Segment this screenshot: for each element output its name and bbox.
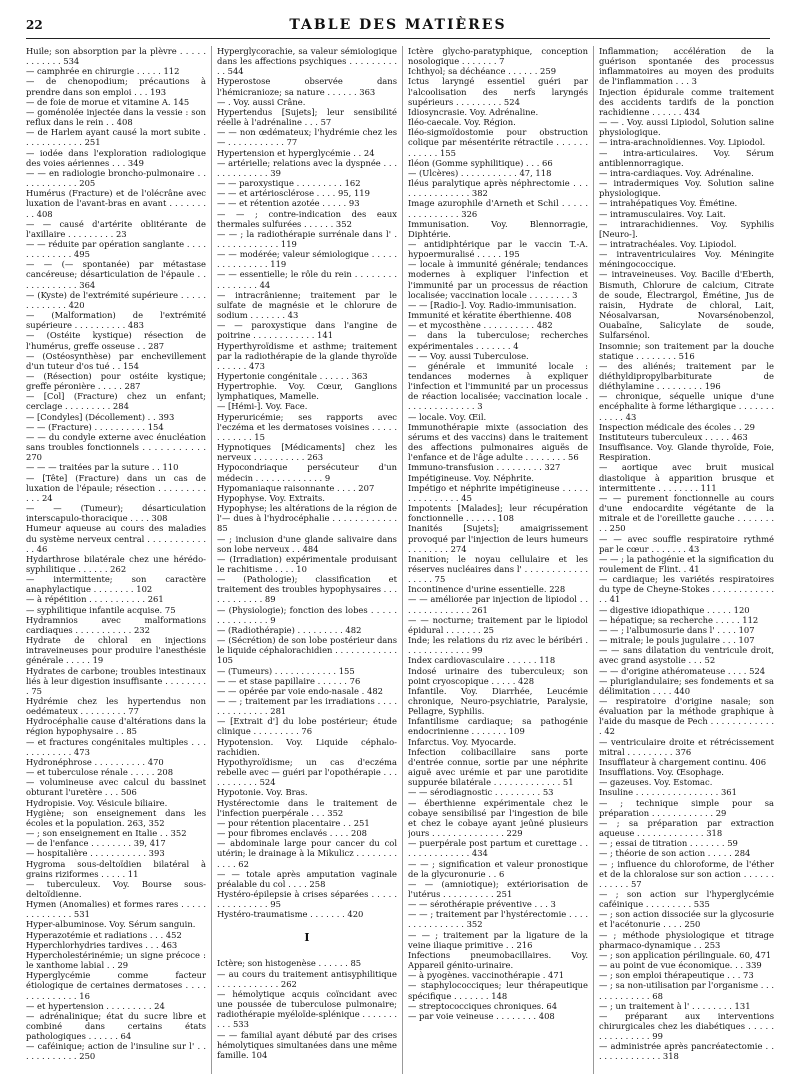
- index-entry: Hystérectomie dans le traitement de l'infection puerpérale . . . 352: [217, 797, 397, 818]
- index-entry: — [Col] (Fracture) chez un enfant; cerclage . . . . . . . . . 284: [26, 391, 206, 412]
- index-entry: — aortique avec bruit musical diastolique à apparition brusque et intermittente . . . . . . . . 111: [599, 462, 774, 493]
- index-entry: — préparant aux interventions chirurgicales chez les diabétiques . . . . . . . . . . . . . . . 99: [599, 1010, 774, 1042]
- index-entry: — intraveineuses. Voy. Bacille d'Eberth, Bismuth, Chlorure de calcium, Citrate de soude, Électrargol, Émétine, Jus de raisin, Hydrate de chloral, Lait, Néosalvarsan, Novarsénobenzol, Ouabaïne, Salicylate de soude, Sulfarsénol.: [599, 269, 774, 341]
- index-entry: — — essentielle; le rôle du rein . . . . . . . . . . . . . . . . 44: [217, 269, 397, 290]
- index-entry: Infarctus. Voy. Myocarde.: [408, 736, 517, 747]
- index-entry: — de foie de morue et vitamine A. 145: [26, 96, 190, 107]
- index-entry: — — non œdémateux; l'hydrémie chez les — . . . . . . . . . . . 77: [217, 127, 397, 148]
- index-entry: — intra-arachnoïdiennes. Voy. Lipiodol.: [599, 137, 766, 148]
- index-entry: Ictère glycho-paratyphique, conception nosologique . . . . . . . 7: [408, 46, 588, 67]
- index-column-3: [408, 46, 588, 1074]
- index-entry: Instituteurs tuberculeux . . . . . 463: [599, 431, 748, 442]
- index-entry: Ichthyol; sa déchéance . . . . . . 259: [408, 66, 557, 77]
- page-number: 22: [26, 18, 43, 32]
- index-entry: — respiratoire d'origine nasale; son évaluation par la méthode graphique à l'aide du masque de Pech . . . . . . . . . . . . . 42: [599, 696, 774, 737]
- index-entry: Hypophyse; les altérations de la région de l'— dues à l'hydrocéphalie . . . . . . . . . . . . 85: [217, 503, 397, 534]
- index-entry: — intratrachéales. Voy. Lipiodol.: [599, 238, 737, 249]
- index-entry: — — ; traitement par la ligature de la veine iliaque primitive . . 216: [408, 929, 588, 950]
- index-entry: Indosé urinaire des tuberculeux; son point cryoscopique . . . . . 428: [408, 665, 588, 686]
- index-entry: — de Harlem ayant causé la mort subite . . . . . . . . . . . . 251: [26, 127, 206, 148]
- index-entry: — — modérée; valeur sémiologique . . . . . . . . . . . . . . . 119: [217, 249, 397, 270]
- column-divider: [211, 46, 212, 1074]
- index-entry: — — améliorée par injection de lipiodol . . . . . . . . . . . . . . 261: [408, 594, 588, 615]
- index-entry: — — . Voy. aussi Lipiodol, Solution saline physiologique.: [599, 117, 774, 138]
- index-entry: — ; influence du chloroforme, de l'éther et de la chloralose sur son action . . . . . . . . . . . . 57: [599, 858, 774, 889]
- index-entry: Hystéro-traumatisme . . . . . . . 420: [217, 909, 364, 920]
- index-entry: Ictère; son histogenèse . . . . . . 85: [217, 958, 362, 969]
- index-entry: — staphylococciques; leur thérapeutique spécifique . . . . . . . 148: [408, 980, 588, 1001]
- index-entry: — ; essai de titration . . . . . . . 59: [599, 838, 738, 849]
- index-entry: — caféinique; action de l'insuline sur l' . . . . . . . . . . . . 250: [26, 1041, 206, 1062]
- index-entry: — — (Fracture) . . . . . . . . . . 154: [26, 421, 164, 432]
- index-entry: — camphrée en chirurgie . . . . . 112: [26, 66, 180, 77]
- index-entry: Hyper-albuminose. Voy. Sérum sanguin.: [26, 919, 196, 930]
- index-entry: — pour fibromes enclavés . . . . 208: [217, 828, 367, 839]
- index-entry: — ; sa non-utilisation par l'organisme . . . . . . . . . . . . . 68: [599, 980, 774, 1001]
- index-entry: — — opérée par voie endo-nasale . 482: [217, 685, 383, 696]
- index-entry: — antidiphtérique par le vaccin T.-A. hypoermuralisé . . . . . 195: [408, 238, 588, 260]
- index-entry: — intramusculaires. Voy. Lait.: [599, 208, 726, 219]
- index-entry: — intermittente; son caractère anaphylactique . . . . . . . . 102: [26, 574, 206, 595]
- index-entry: — (Tumeurs) . . . . . . . . . . . . 155: [217, 665, 355, 676]
- index-entry: Hypertendus [Sujets]; leur sensibilité réelle à l'adrénaline . . . 57: [217, 106, 397, 128]
- index-entry: — cardiaque; les variétés respiratoires du type de Cheyne-Stokes . . . . . . . . . . . . . . 41: [599, 574, 774, 605]
- index-entry: Infantilisme cardiaque; sa pathogénie endocrinienne . . . . . . . 109: [408, 716, 588, 737]
- index-entry: — et mycosthène . . . . . . . . . . 482: [408, 320, 553, 331]
- index-entry: Inspection médicale des écoles . . 29: [599, 421, 755, 432]
- index-entry: Infections pneumobacillaires. Voy. Appareil génito-urinaire.: [408, 949, 588, 971]
- index-entry: — hépatique; sa recherche . . . . . 112: [599, 614, 759, 625]
- index-entry: Inflammation; accélération de la guérison spontanée des processus inflammatoires au moyen des produits de l'inflammation . . . 3: [599, 46, 774, 87]
- index-entry: Iléon (Gomme syphilitique) . . . 66: [408, 157, 553, 168]
- index-entry: — — avec souffle respiratoire rythmé par le cœur . . . . . . . 43: [599, 533, 774, 554]
- index-entry: Inde; les relations du riz avec le béribéri . . . . . . . . . . . . . 99: [408, 635, 588, 656]
- index-entry: Hypotonie. Voy. Bras.: [217, 787, 308, 798]
- index-entry: — intracrânienne; traitement par le sulfate de magnésie et le chlorure de sodium . . . . . . . 43: [217, 289, 397, 321]
- index-entry: — — paroxystique dans l'angine de poitrine . . . . . . . . . . . . 141: [217, 320, 397, 341]
- index-entry: Hypotension. Voy. Liquide céphalo-rachidien.: [217, 736, 397, 757]
- index-entry: Iléo-caecale. Voy. Région.: [408, 117, 516, 128]
- index-entry: Hydropisie. Voy. Vésicule biliaire.: [26, 797, 168, 808]
- index-entry: — hospitalière . . . . . . . . . . . 393: [26, 848, 165, 859]
- index-columns: [26, 46, 774, 1074]
- index-entry: — ; théorie de son action . . . . . 284: [599, 848, 751, 859]
- index-entry: Impétigo et néphrite impétigineuse . . . . . . . . . . . . . . . 45: [408, 482, 588, 503]
- index-entry: Hyperuricémie; ses rapports avec l'eczéma et les dermatoses voisines . . . . . . . . . . . . 15: [217, 411, 397, 442]
- index-entry: Huile; son absorption par la plèvre . . . . . . . . . . . . 534: [26, 46, 206, 67]
- index-entry: — — ; contre-indication des eaux thermales sulfurées . . . . . . 352: [217, 208, 397, 229]
- index-entry: — [Hémi-]. Voy. Face.: [217, 401, 308, 412]
- index-entry: — par voie veineuse . . . . . . . . 408: [408, 1010, 555, 1021]
- index-entry: — intra-cardiaques. Voy. Adrénaline.: [599, 167, 754, 178]
- index-entry: Humeur aqueuse au cours des maladies du système nerveux central . . . . . . . . . . . . . 46: [26, 523, 206, 554]
- index-entry: Hypertonie congénitale . . . . . . 363: [217, 371, 368, 381]
- index-entry: Hypercholestérinémie; un signe précoce : le xanthome labial . . 29: [26, 949, 206, 971]
- index-entry: — de chenopodium; précautions à prendre dans son emploi . . . 193: [26, 76, 206, 97]
- index-entry: — — ; la radiothérapie surrénale dans l' . . . . . . . . . . . . . 119: [217, 228, 397, 249]
- index-entry: Hyperostose observée dans l'hémicranioze; sa nature . . . . . . 363: [217, 76, 397, 97]
- index-entry: Hygroma sous-deltoïdien bilatéral à grains riziformes . . . . . 11: [26, 858, 206, 879]
- index-entry: — [Tête] (Fracture) dans un cas de luxation de l'épaule; résection . . . . . . . . . . . . 24: [26, 472, 206, 503]
- index-entry: — (Ulcères) . . . . . . . . . . . 47, 118: [408, 167, 552, 178]
- index-entry: — — paroxystique . . . . . . . . . 162: [217, 178, 361, 189]
- index-entry: Insuline . . . . . . . . . . . . . . . . 361: [599, 787, 737, 798]
- index-entry: — (Sécrétion) de son lobe postérieur dans le liquide céphalorachidien . . . . . . . . . . . . 105: [217, 635, 397, 666]
- index-entry: — au point de vue économique. . . 339: [599, 960, 762, 971]
- index-entry: — ; son emploi thérapeutique . . . 73: [599, 970, 754, 981]
- index-entry: — ; technique simple pour sa préparation . . . . . . . . . . . . 29: [599, 797, 774, 818]
- index-entry: — intradermiques Voy. Solution saline physiologique.: [599, 178, 774, 199]
- index-entry: Hystéro-épilepsie à crises séparées . . . . . . . . . . . . . . . 95: [217, 888, 397, 910]
- index-entry: Hydrocéphalie cause d'altérations dans la région hypophysaire . . 85: [26, 716, 206, 737]
- index-entry: — générale et immunité locale : tendances modernes à expliquer l'infection et l'immunité par un processus de réaction localisée; vaccination locale . . . . . . . . . . . . . . 3: [408, 360, 588, 412]
- index-entry: — abdominale large pour cancer du col utérin; le drainage à la Mikulicz . . . . . . . . . . . . 62: [217, 838, 397, 869]
- index-entry: — (Physiologie); fonction des lobes . . . . . . . . . . . . . . . 9: [217, 604, 397, 625]
- index-entry: Hypocondriaque persécuteur d'un médecin . . . . . . . . . . . . . 9: [217, 462, 397, 483]
- section-letter: [217, 931, 397, 944]
- index-entry: Inanités [Sujets]; amaigrissement provoqué par l'injection de leurs humeurs . . . . . . . . 274: [408, 523, 588, 554]
- index-entry: — et tuberculose rénale . . . . . 208: [26, 767, 174, 778]
- index-entry: — (Ostéosynthèse) par enchevillement d'un tuteur d'os tué . . 154: [26, 350, 206, 371]
- index-entry: Idiosyncrasie. Voy. Adrénaline.: [408, 106, 539, 117]
- index-entry: — ; un traitement à l' . . . . . . . . 131: [599, 1000, 751, 1011]
- index-entry: — chronique, séquelle unique d'une encéphalite à forme léthargique . . . . . . . . . . . . 43: [599, 391, 774, 422]
- index-entry: — (Pathologie); classification et traitement des troubles hypophysaires . . . . . . . . . . . . 89: [217, 574, 397, 605]
- index-entry: Immunothérapie mixte (association des sérums et des vaccins) dans le traitement des affections pulmonaires aiguës de l'enfance et de l'âge adulte . . . . . . . . 56: [408, 421, 588, 463]
- index-entry: — intrarachidiennes. Voy. Syphilis [Neuro-].: [599, 218, 774, 239]
- index-entry: — — [Radio-]. Voy. Radio-immunisation.: [408, 299, 577, 310]
- index-entry: Insomnie; son traitement par la douche statique . . . . . . . . 516: [599, 340, 774, 361]
- index-entry: — adrénalinique; état du sucre libre et combiné dans certains états pathologiques . . . . . . 64: [26, 1010, 206, 1042]
- index-entry: Humérus (Fracture) et de l'olécrâne avec luxation de l'avant-bras en avant . . . . . . . . . 408: [26, 188, 206, 219]
- index-entry: — gazeuses. Voy. Estomac.: [599, 777, 713, 788]
- index-entry: — et fractures congénitales multiples . . . . . . . . . . . . 473: [26, 736, 206, 757]
- index-entry: Hygiène; son enseignement dans les écoles et la population. 263, 352: [26, 807, 206, 828]
- index-entry: Ictus laryngé essentiel guéri par l'alcoolisation des nerfs laryngés supérieurs . . . . . . . . . 524: [408, 76, 588, 107]
- index-entry: — ; son action dissociée sur la glycosurie et l'acétonurie . . . . 250: [599, 909, 774, 930]
- index-entry: — — purement fonctionnelle au cours d'une endocardite végétante de la mitrale et de l'oreillette gauche . . . . . . . . . 250: [599, 492, 774, 534]
- index-entry: Insufflations. Voy. Œsophage.: [599, 767, 724, 778]
- index-entry: — et hypertension . . . . . . . . . 24: [26, 1000, 165, 1011]
- column-divider: [593, 46, 594, 1074]
- index-entry: — dans la tuberculose; recherches expérimentales . . . . . . . 4: [408, 330, 588, 351]
- column-divider: [402, 46, 403, 1074]
- index-entry: Hypomaniaque raisonnante . . . . 207: [217, 482, 375, 493]
- index-entry: — — et artériosclérose . . . . 95, 119: [217, 188, 370, 199]
- index-entry: — ; méthode physiologique et titrage pharmaco-dynamique . . 253: [599, 929, 774, 950]
- index-entry: — — sérothérapie préventive . . . 3: [408, 899, 556, 910]
- index-entry: — — familial ayant débuté par des crises hémolytiques simultanées dans une même famille. 104: [217, 1029, 397, 1060]
- index-entry: Hydarthrose bilatérale chez une hérédo-syphilitique . . . . . . 262: [26, 553, 206, 574]
- index-column-2: [217, 46, 397, 1074]
- index-entry: — administrée après pancréatectomie . . . . . . . . . . . . . . 318: [599, 1041, 774, 1062]
- index-entry: — streptococciques chroniques. 64: [408, 1000, 558, 1011]
- index-entry: — iodée dans l'exploration radiologique des voies aériennes . . . 349: [26, 147, 206, 168]
- index-entry: — (Malformation) de l'extrémité supérieure . . . . . . . . . . 483: [26, 310, 206, 331]
- index-entry: — de l'enfance . . . . . . . . 39, 417: [26, 838, 166, 849]
- index-entry: — — ; la pathogénie et la signification du roulement de Flint. . 41: [599, 553, 774, 574]
- index-entry: — — nocturne; traitement par le lipiodol épidural . . . . . . . 25: [408, 614, 588, 635]
- index-entry: — — du condyle externe avec énucléation sans troubles fonctionnels . . . . . . . . . . . 270: [26, 431, 206, 463]
- index-entry: Immunité et kératite éberthienne. 408: [408, 310, 572, 321]
- index-entry: — — (amniotique); extériorisation de l'utérus . . . . . . . . . . 251: [408, 878, 588, 899]
- index-entry: — — — traitées par la suture . . 110: [26, 462, 179, 473]
- index-entry: — ; sa préparation par extraction aqueuse . . . . . . . . . . . . . 318: [599, 817, 774, 839]
- index-entry: — mitrale; le pouls jugulaire . . . 107: [599, 635, 755, 646]
- index-entry: — syphilitique infantile acquise. 75: [26, 604, 176, 615]
- section-letter-text: I: [304, 931, 310, 945]
- index-entry: — intraventriculaires Voy. Méningite méningococcique.: [599, 249, 774, 270]
- index-entry: Hydrates de carbone; troubles intestinaux liés à leur digestion insuffisante . . . . . . . . . 75: [26, 665, 206, 696]
- index-entry: Hydrate de chloral en injections intraveineuses pour produire l'anesthésie générale . . . . . 19: [26, 635, 206, 666]
- index-entry: — (Résection) pour ostéite kystique; greffe péronière . . . . . 287: [26, 371, 206, 392]
- index-entry: Hyperglycémie comme facteur étiologique de certaines dermatoses . . . . . . . . . . . . . . 16: [26, 970, 206, 1001]
- index-entry: Hypertrophie. Voy. Cœur, Ganglions lymphatiques, Mamelle.: [217, 381, 397, 402]
- index-entry: Inanition; le noyau cellulaire et les réserves nucléaires dans l' . . . . . . . . . . . . . . . . . 75: [408, 553, 588, 585]
- index-entry: — (Irradiation) expérimentale produisant le rachitisme . . . . 10: [217, 553, 397, 574]
- index-entry: — à pyogènes. vaccinothérapie . 471: [408, 970, 565, 981]
- index-entry: — ; son enseignement en Italie . . 352: [26, 828, 187, 839]
- index-entry: Hyperchlorhydries tardives . . . 463: [26, 939, 178, 950]
- index-column-4: [599, 46, 774, 1074]
- index-entry: Image azurophile d'Arneth et Schil . . . . . . . . . . . . . . . 326: [408, 198, 588, 219]
- index-entry: — intra-articulaires. Voy. Sérum antiblennorragique.: [599, 147, 774, 168]
- index-entry: — ventriculaire droite et rétrécissement mitral . . . . . . . . . 376: [599, 736, 774, 757]
- index-entry: Hydramnios avec malformations cardiaques . . . . . . . . . . . 232: [26, 614, 206, 635]
- index-entry: Index cardiovasculaire . . . . . . 118: [408, 655, 556, 666]
- index-entry: — — ; signification et valeur pronostique de la glycuronurie . . 6: [408, 858, 588, 879]
- index-entry: Hypothyroïdisme; un cas d'eczéma rebelle avec — guéri par l'opothérapie . . . . . . . . . . . 524: [217, 756, 397, 788]
- index-entry: — volumineuse avec calcul du bassinet obturant l'uretère . . . 506: [26, 777, 206, 798]
- index-entry: — — et rétention azotée . . . . . 93: [217, 198, 360, 209]
- index-entry: Impotents [Malades]; leur récupération fonctionnelle . . . . . . 108: [408, 503, 588, 524]
- index-entry: — digestive idiopathique . . . . . 120: [599, 604, 750, 615]
- index-entry: Hyperglycorachie, sa valeur sémiologique dans les affections psychiques . . . . . . . . . . . 544: [217, 46, 397, 77]
- index-entry: — intrahépatiques Voy. Émétine.: [599, 198, 738, 209]
- index-entry: — . Voy. aussi Crâne.: [217, 96, 306, 107]
- index-entry: — hémolytique acquis coïncidant avec une poussée de tuberculose pulmonaire; radiothérapie myéloïde-splénique . . . . . . . . . . 533: [217, 988, 397, 1030]
- index-entry: Hydrémie chez les hypertendus non oedémateux . . . . . . . . . 77: [26, 696, 206, 717]
- index-entry: — pour rétention placentaire . . 251: [217, 817, 370, 828]
- index-entry: — [Condyles] (Décollement) . . 393: [26, 411, 175, 422]
- index-entry: Injection épidurale comme traitement des accidents tardifs de la ponction rachidienne . . . . . . 434: [599, 86, 774, 117]
- index-entry: Insufflateur à chargement continu. 406: [599, 756, 767, 767]
- index-entry: Hymen (Anomalies) et formes rares . . . . . . . . . . . . . . 531: [26, 899, 206, 920]
- index-entry: — [Extrait d'] du lobe postérieur; étude clinique . . . . . . . . . 76: [217, 716, 397, 737]
- index-entry: — — sans dilatation du ventricule droit, avec grand asystolie . . . 52: [599, 645, 774, 666]
- index-entry: — — ; l'albumosurie dans l' . . . . 107: [599, 624, 755, 635]
- index-entry: Infantile. Voy. Diarrhée, Leucémie chronique, Neuro-psychiatrie, Paralysie, Pellagre, Syphilis.: [408, 685, 588, 717]
- index-entry: Hypophyse. Voy. Extraits.: [217, 492, 325, 503]
- index-entry: Infection colibacillaire sans porte d'entrée connue, sortie par une néphrite aiguë avec urémie et par une parotidite suppurée bilatérale . . . . . . . . . . . . . 51: [408, 746, 588, 788]
- index-entry: — tuberculeux. Voy. Bourse sous-deltoïdienne.: [26, 878, 206, 899]
- index-entry: — des aliénés; traitement par le diéthyldipropylbarbiturate de diéthylamine . . . . . . . . . 196: [599, 360, 774, 392]
- index-entry: — — totale après amputation vaginale préalable du col . . . . 258: [217, 868, 397, 889]
- index-entry: Hyperazotémie et radiations . . . 452: [26, 929, 182, 940]
- index-entry: — — ; traitement par l'hystérectomie . . . . . . . . . . . . . . . 352: [408, 909, 588, 930]
- index-entry: Immuno-transfusion . . . . . . . . . 327: [408, 462, 561, 473]
- index-entry: — — réduite par opération sanglante . . . . . . . . . . . . . 495: [26, 238, 206, 260]
- index-entry: — — causé d'artérite oblitérante de l'axillaire . . . . . . . . . 23: [26, 218, 206, 239]
- index-entry: — puerpérale post partum et curettage . . . . . . . . . . . . . . 434: [408, 838, 588, 859]
- page-title: TABLE DES MATIÈRES: [289, 17, 507, 33]
- index-entry: — locale. Voy. Œil.: [408, 411, 487, 422]
- index-entry: — locale à immunité générale; tendances modernes à expliquer l'infection et l'immunité par un processus de réaction localisée; vaccination locale . . . . . . . . 3: [408, 259, 588, 300]
- index-entry: — — en radiologie broncho-pulmonaire . . . . . . . . . . . . 205: [26, 167, 206, 189]
- index-entry: — (Ostéite kystique) résection de l'humérus, greffe osseuse . . 287: [26, 330, 206, 351]
- index-entry: Iléo-sigmoïdostomie pour obstruction colique par mésentérite rétractile . . . . . . . . . . . . 155: [408, 127, 588, 158]
- index-entry: — au cours du traitement antisyphilitique . . . . . . . . . . . . 262: [217, 968, 397, 989]
- index-entry: — ; son application périlinguale. 60, 471: [599, 949, 772, 960]
- index-entry: — goménolée injectée dans la vessie : son reflux dans le rein . . 408: [26, 106, 206, 128]
- index-entry: Insuffisance. Voy. Glande thyroïde, Foie, Respiration.: [599, 442, 774, 463]
- index-entry: — artérielle; relations avec la dyspnée . . . . . . . . . . . . . 39: [217, 157, 397, 178]
- index-entry: — — (Tumeur); désarticulation interscapulo-thoracique . . . . 308: [26, 503, 206, 524]
- index-column-1: [26, 46, 206, 1074]
- index-entry: Hyperthyroïdisme et asthme; traitement par la radiothérapie de la glande thyroïde . . . . . . 473: [217, 340, 397, 371]
- index-entry: — ; inclusion d'une glande salivaire dans son lobe nerveux . . 484: [217, 533, 397, 554]
- index-entry: Incontinence d'urine essentielle. 228: [408, 584, 566, 595]
- index-entry: — pluriglandulaire; ses fondements et sa délimitation . . . . 440: [599, 675, 774, 696]
- index-entry: — — ; traitement par les irradiations . . . . . . . . . . . . . . 281: [217, 696, 397, 717]
- index-entry: — éberthienne expérimentale chez le cobaye sensibilisé par l'ingestion de bile et chez le cobaye ayant jeûné plusieurs jours . . . . . . . . . . . . . . 229: [408, 797, 588, 839]
- index-entry: — — et stase papillaire . . . . . . 76: [217, 675, 361, 686]
- index-entry: — (Radiothérapie) . . . . . . . . . 482: [217, 624, 362, 635]
- spacer: [217, 919, 397, 925]
- index-entry: Hypnotiques [Médicaments] chez les nerveux . . . . . . . . . . 263: [217, 442, 397, 463]
- index-entry: Immunisation. Voy. Blennorragie, Diphtérie.: [408, 218, 588, 239]
- index-entry: — ; son action sur l'hyperglycémie caféinique . . . . . . . . . 535: [599, 888, 774, 910]
- index-entry: Hydronéphrose . . . . . . . . . . 470: [26, 756, 164, 767]
- page-header: [26, 16, 770, 39]
- index-entry: Hypertension et hyperglycémie . . 24: [217, 147, 375, 158]
- index-entry: — — (— spontanée) par métastase cancéreuse; désarticulation de l'épaule . . . . . . . . . . . . 364: [26, 259, 206, 290]
- index-entry: — — d'origine athéromateuse . . . . 524: [599, 665, 766, 676]
- index-entry: — (Kyste) de l'extrémité supérieure . . . . . . . . . . . . . 420: [26, 289, 206, 310]
- index-entry: Iléus paralytique après néphrectomie . . . . . . . . . . . . . . . 382: [408, 178, 588, 199]
- index-entry: — à répétition . . . . . . . . . . . 261: [26, 594, 164, 605]
- index-entry: — — Voy. aussi Tuberculose.: [408, 350, 529, 361]
- index-entry: — — sérodiagnostic . . . . . . . . . 53: [408, 787, 554, 798]
- index-entry: Impétigineuse. Voy. Néphrite.: [408, 472, 534, 483]
